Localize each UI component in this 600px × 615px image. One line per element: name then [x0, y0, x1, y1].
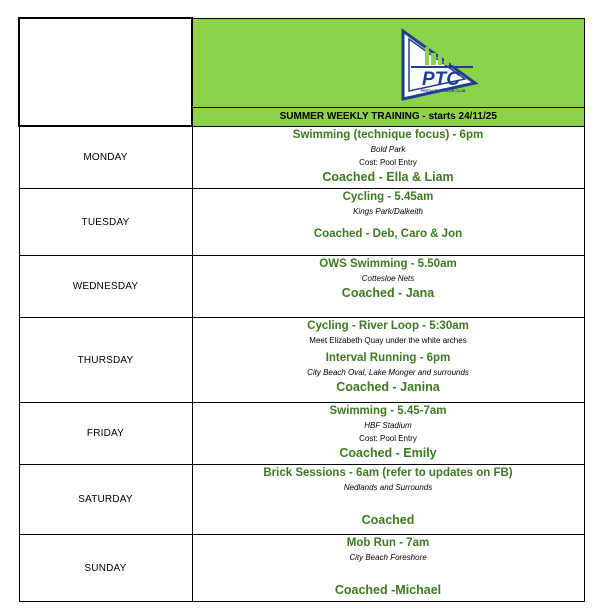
day-row-sunday — [19, 535, 584, 602]
session-note: Cost: Pool Entry — [359, 434, 417, 443]
day-row-monday — [19, 126, 584, 189]
session-location: Nedlands and Surrounds — [343, 483, 433, 492]
session-location: City Beach Oval, Lake Monger and surrounds — [307, 368, 469, 377]
club-logo — [399, 25, 479, 105]
header-cell — [192, 18, 584, 126]
session-note: Meet Elizabeth Quay under the white arches — [309, 336, 467, 345]
header-row — [19, 18, 584, 126]
session-title-2: Interval Running - 6pm — [325, 352, 451, 364]
session-title: Brick Sessions - 6am (refer to updates on FB) — [263, 467, 513, 479]
activity-cell — [192, 465, 584, 535]
session-title: Swimming - 5.45-7am — [329, 405, 447, 417]
session-coach: Coached -Michael — [334, 583, 442, 597]
header-blank-cell — [19, 18, 192, 126]
day-label: SATURDAY — [19, 465, 192, 535]
day-label: TUESDAY — [19, 189, 192, 256]
session-title: OWS Swimming - 5.50am — [319, 258, 457, 270]
session-title: Swimming (technique focus) - 6pm — [292, 128, 484, 141]
day-label: FRIDAY — [19, 403, 192, 465]
session-title: Cycling - River Loop - 5:30am — [307, 320, 469, 332]
session-coach: Coached - Janina — [336, 380, 440, 394]
session-location: Bold Park — [370, 144, 406, 154]
session-coach: Coached - Jana — [341, 286, 435, 300]
day-row-tuesday — [19, 189, 584, 256]
day-label: THURSDAY — [19, 318, 192, 403]
session-location: Cottesloe Nets — [361, 274, 415, 283]
day-label: SUNDAY — [19, 535, 192, 602]
session-location: HBF Stadium — [364, 421, 412, 430]
session-note: Cost: Pool Entry — [359, 157, 417, 167]
activity-cell — [192, 189, 584, 256]
day-label: WEDNESDAY — [19, 256, 192, 318]
session-title: Cycling - 5.45am — [342, 191, 434, 203]
activity-cell — [192, 535, 584, 602]
activity-cell — [192, 126, 584, 189]
day-row-saturday — [19, 465, 584, 535]
schedule-title: SUMMER WEEKLY TRAINING - starts 24/11/25 — [193, 107, 584, 126]
schedule-table — [18, 17, 585, 602]
day-row-friday — [19, 403, 584, 465]
session-coach: Coached - Ella & Liam — [322, 169, 454, 184]
training-schedule — [18, 17, 583, 615]
session-coach: Coached - Emily — [339, 446, 437, 460]
session-location: City Beach Foreshore — [349, 553, 427, 562]
activity-cell — [192, 403, 584, 465]
logo-text: PTC — [422, 68, 460, 90]
session-title: Mob Run - 7am — [346, 537, 430, 549]
session-coach: Coached - Deb, Caro & Jon — [313, 228, 463, 240]
logo-area — [193, 19, 584, 107]
day-label: MONDAY — [19, 126, 192, 189]
logo-subtext: PERTH TRIATHLON CLUB — [420, 88, 466, 93]
session-coach: Coached — [361, 513, 415, 527]
day-row-thursday — [19, 318, 584, 403]
activity-cell — [192, 318, 584, 403]
activity-cell — [192, 256, 584, 318]
day-row-wednesday — [19, 256, 584, 318]
session-location: Kings Park/Dalkeith — [353, 207, 423, 216]
